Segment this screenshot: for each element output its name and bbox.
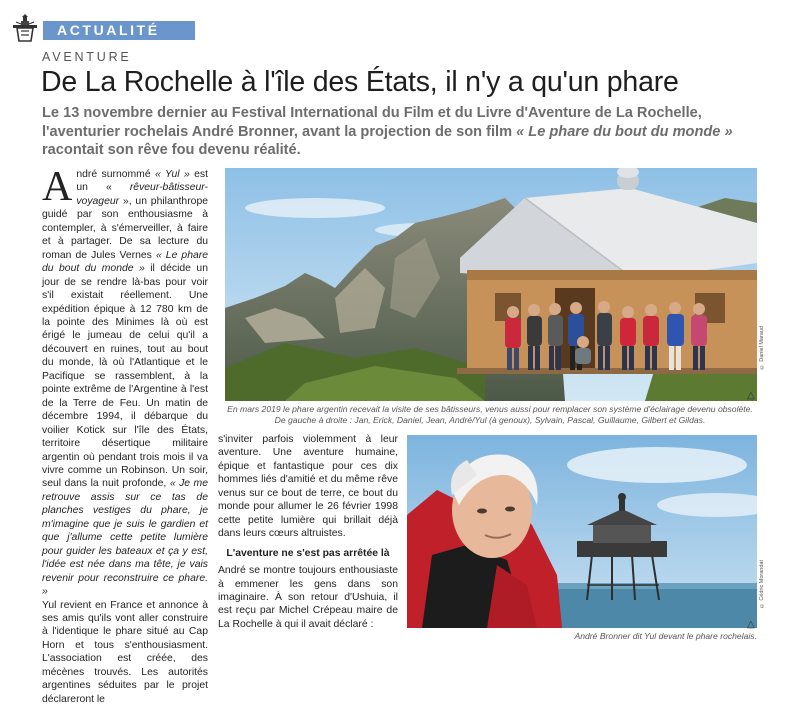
- chapo-film-title: « Le phare du bout du monde »: [516, 124, 732, 140]
- col1-p1-run: « Yul »: [155, 169, 190, 180]
- col1-paragraph-2: Yul revient en France et annonce à ses amis qu'ils vont aller construire à l'identique le phare situé au Cap Horn et tous s'enthousiasment. L'association est créée, des mécènes trouvés. Les autorités argentines séduites par le projet déclareront le: [42, 599, 208, 706]
- photo1-caption: En mars 2019 le phare argentin recevait la visite de ses bâtisseurs, venus aussi pour remplacer son système d'éclairage devenu obsolète. De gauche à droite : Jan, Erick, Daniel, Jean, André/Yul (à genoux), Sylvain, Pascal, Guillaume, Gilbert et Gildas.: [225, 404, 755, 425]
- team-lighthouse-photo: [225, 168, 757, 401]
- subheading: L'aventure ne s'est pas arrêtée là: [218, 547, 398, 560]
- section-tag: [43, 21, 195, 40]
- col1-paragraph-1: [42, 168, 208, 599]
- chapo-part1: Le 13 novembre dernier au Festival International du Film et du Livre d'Aventure de La Rochelle, l'aventurier rochelais André Bronner, avant la projection de son film: [42, 105, 702, 140]
- col2-paragraph-1: s'inviter parfois violemment à leur aventure. Une aventure humaine, épique et fantastique pour ces dix hommes liés d'amitié et du même rêve venus sur ce bout de terre, ce bout du monde pour allumer le 26 février 1998 cette petite lumière qui brillait déjà dans leurs cœurs altruistes.: [218, 433, 398, 541]
- chapo-part2: racontait son rêve fou devenu réalité.: [42, 142, 301, 158]
- chapo: [42, 104, 762, 160]
- portrait-lighthouse-photo: [407, 435, 757, 628]
- triangle-mark-icon: △: [747, 390, 755, 401]
- col1-p1-run: », un philanthrope guidé par son enthousiasme à contempler, à s'émerveiller, à faire et à partager. De sa lecture du roman de Jules Vernes: [42, 196, 208, 261]
- col1-p1-run: « Je me retrouve assis sur ce tas de planches vestiges du phare, je m'imagine que je suis le gardien et que j'allume cette petite lumière pour guider les bateaux et ça y est, l'idée est née dans ma tête, je vais revenir pour reconstruire ce phare. »: [42, 478, 208, 597]
- photo1-credit: © Daniel Maraud: [759, 326, 765, 369]
- column-2: [218, 433, 398, 631]
- col1-p1-run: ndré surnommé: [76, 169, 155, 180]
- column-1: [42, 168, 208, 706]
- section-label: ACTUALITÉ: [57, 22, 160, 38]
- headline: De La Rochelle à l'île des États, il n'y a qu'un phare: [41, 66, 679, 99]
- col1-p1-run: il décide un jour de se rendre là-bas pour voir s'il existait réellement. Une expédition épique à 12 780 km de la pointe des Minimes là où est érigé le jumeau de celui qu'il a découvert en ruines, tout au bout du monde, là où l'Atlantique et le Pacifique se rassemblent, à la pointe extrême de l'Argentine à l'est de la Terre de Feu. Un matin de décembre 1994, il débarque du voilier Kotick sur l'île des États, territoire désertique militaire argentin où pendant trois mois il va vivre comme un Robinson. Un soir, seul dans la nuit profonde,: [42, 263, 208, 489]
- photo2-credit: © Cédric Morandat: [759, 560, 765, 608]
- col2-paragraph-2: André se montre toujours enthousiaste à emmener les gens dans son imaginaire. À son retour d'Ushuia, il est reçu par Michel Crépeau maire de La Rochelle à qui il avait déclaré :: [218, 564, 398, 631]
- col1-p1-run: rêveur-bâtisseur-voyageur: [76, 182, 208, 206]
- kicker: AVENTURE: [42, 50, 132, 64]
- drop-cap: A: [42, 170, 72, 204]
- photo2-caption: André Bronner dit Yul devant le phare rochelais.: [407, 631, 757, 642]
- col1-p1-run: « Le phare du bout du monde »: [42, 250, 208, 274]
- tower-logo-icon: [12, 14, 38, 42]
- triangle-mark-icon: △: [747, 619, 755, 630]
- col1-p1-run: est un «: [76, 169, 208, 193]
